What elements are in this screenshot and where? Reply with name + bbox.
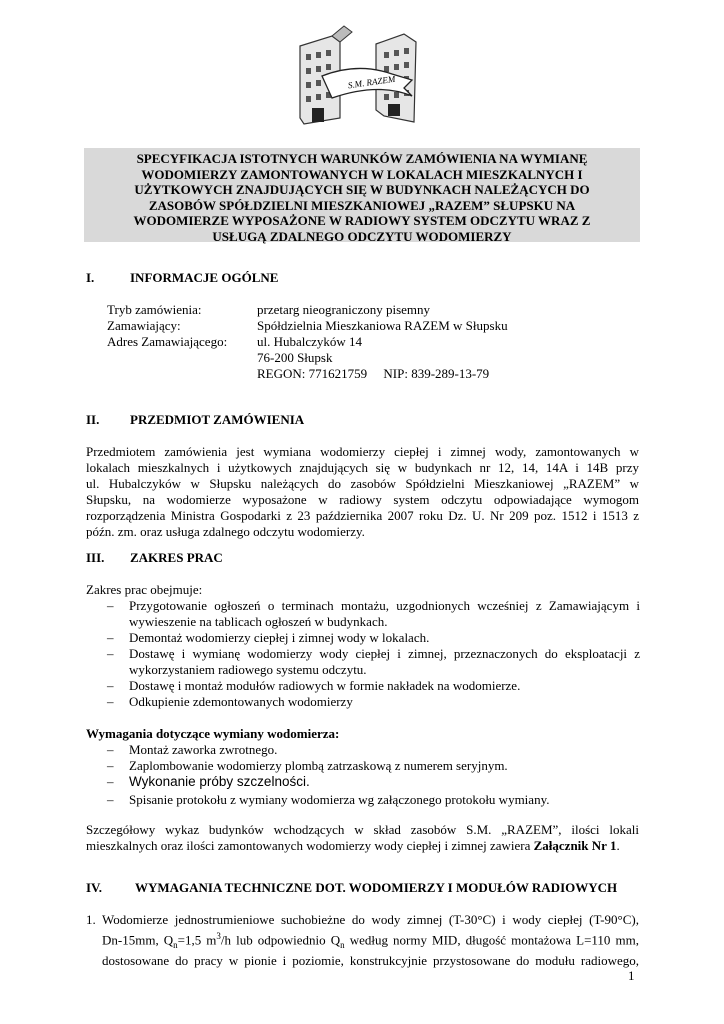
section-heading-subject: II. PRZEDMIOT ZAMÓWIENIA: [86, 412, 305, 427]
section-heading-scope: III. ZAKRES PRAC: [86, 550, 223, 565]
buildings-paragraph: Szczegółowy wykaz budynków wchodzących w skład zasobów S.M. „RAZEM”, ilości lokali mieszkalnych oraz ilości zamontowanych wodomierzy wody ciepłej i zimnej zawiera Załącznik Nr 1.: [86, 822, 639, 853]
scope-intro: Zakres prac obejmuje:: [86, 582, 203, 597]
document-title: SPECYFIKACJA ISTOTNYCH WARUNKÓW ZAMÓWIENIA NA WYMIANĘ WODOMIERZY ZAMONTOWANYCH W LOKALACH MIESZKALNYCH I UŻYTKOWYCH ZNAJDUJĄCYCH SIĘ W BUDYNKACH NALEŻĄCYCH DO ZASOBÓW SPÓŁDZIELNI MIESZKANIOWEJ „RAZEM” SŁUPSKU NA WODOMIERZE WYPOSAŻONE W RADIOWY SYSTEM ODCZYTU WRAZ Z USŁUGĄ ZDALNEGO ODCZYTU WODOMIERZY: [84, 148, 640, 242]
subject-paragraph: Przedmiotem zamówienia jest wymiana wodomierzy ciepłej i zimnej wody, zamontowanych w lokalach mieszkalnych i użytkowych znajdujących się w budynkach nr 12, 14, 14A i 14B przy ul. Hubalczyków w Słupsku należących do zasobów Spółdzielni Mieszkaniowej „RAZEM” w Słupsku, na wodomierze wyposażone w radiowy system odczytu odpowiadające wymogom rozporządzenia Ministra Gospodarki z 23 października 2007 roku Dz. U. Nr 209 poz. 1512 i 1513 z późn. zm. oraz usługa zdalnego odczytu wodomierzy.: [86, 444, 639, 539]
logo-text: S.M. RAZEM: [347, 73, 396, 91]
requirements-heading: Wymagania dotyczące wymiany wodomierza:: [86, 726, 340, 741]
cooperative-logo: [292, 18, 424, 130]
page-number: 1: [628, 968, 635, 983]
section-heading-general: I. INFORMACJE OGÓLNE: [86, 270, 279, 285]
attachment-reference: Załącznik Nr 1: [533, 838, 617, 853]
section-heading-technical: IV. WYMAGANIA TECHNICZNE DOT. WODOMIERZY I MODUŁÓW RADIOWYCH: [86, 880, 618, 895]
